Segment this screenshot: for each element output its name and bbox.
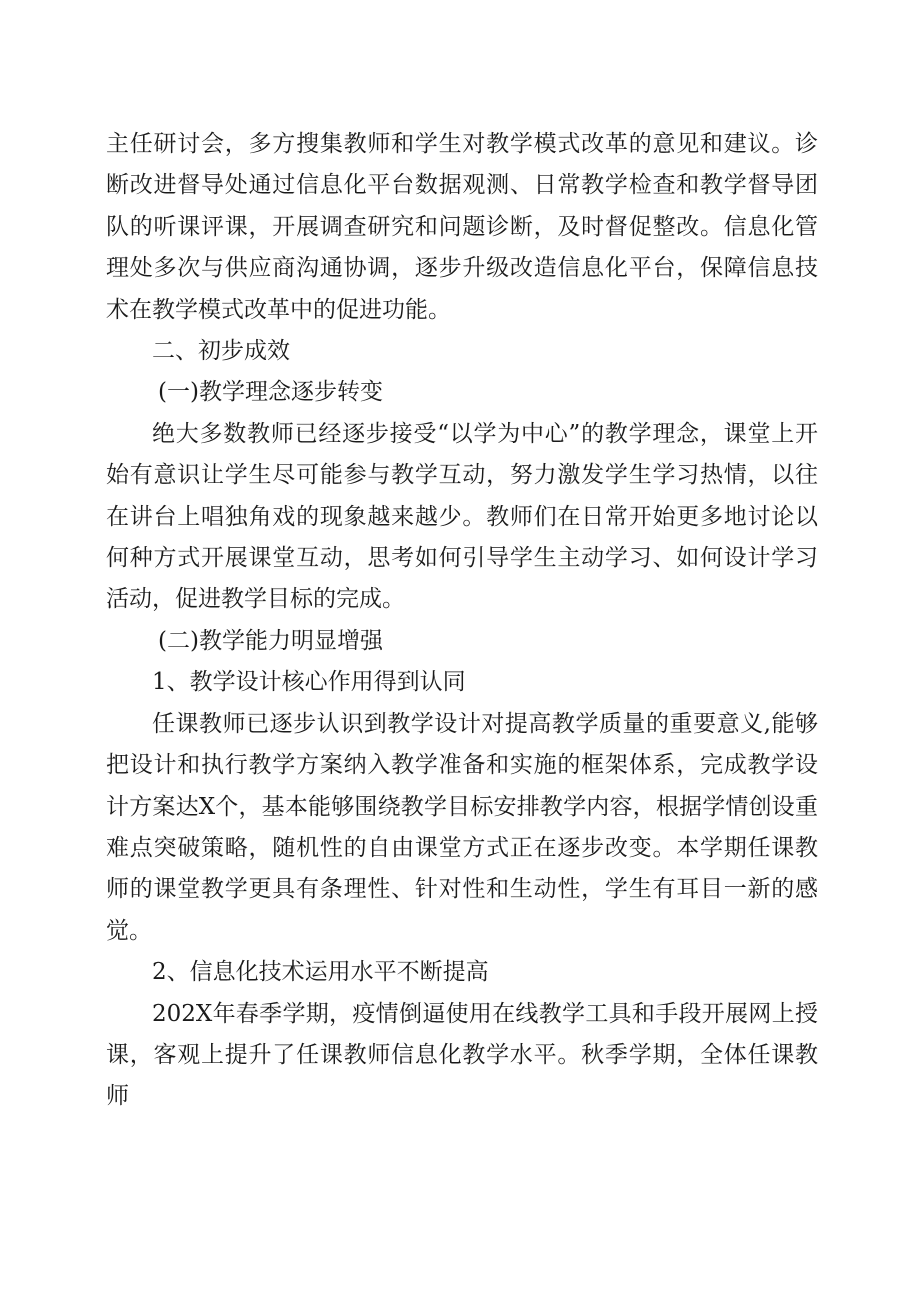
subheading-teaching-ability: (二)教学能力明显增强 xyxy=(158,627,383,654)
document-body xyxy=(106,124,818,1118)
section-heading-initial-results: 二、初步成效 xyxy=(152,338,290,365)
subheading-teaching-concept: (一)教学理念逐步转变 xyxy=(158,379,383,406)
item-heading-it-application: 2、信息化技术运用水平不断提高 xyxy=(152,959,489,986)
paragraph-it-application: 202X年春季学期，疫情倒逼使用在线教学工具和手段开展网上授课，客观上提升了任课教师信息化教学水平。秋季学期，全体任课教师 xyxy=(106,1000,818,1110)
paragraph-teaching-concept: 绝大多数教师已经逐步接受“以学为中心”的教学理念，课堂上开始有意识让学生尽可能参与教学互动，努力激发学生学习热情，以往在讲台上唱独角戏的现象越来越少。教师们在日常开始更多地讨论以何种方式开展课堂互动，思考如何引导学生主动学习、如何设计学习活动，促进教学目标的完成。 xyxy=(106,420,818,613)
paragraph-continuation: 主任研讨会，多方搜集教师和学生对教学模式改革的意见和建议。诊断改进督导处通过信息化平台数据观测、日常教学检查和教学督导团队的听课评课，开展调查研究和问题诊断，及时督促整改。信息化管理处多次与供应商沟通协调，逐步升级改造信息化平台，保障信息技术在教学模式改革中的促进功能。 xyxy=(106,131,818,323)
paragraph-teaching-design: 任课教师已逐步认识到教学设计对提高教学质量的重要意义,能够把设计和执行教学方案纳入教学准备和实施的框架体系，完成教学设计方案达X个，基本能够围绕教学目标安排教学内容，根据学情创设重难点突破策略，随机性的自由课堂方式正在逐步改变。本学期任课教师的课堂教学更具有条理性、针对性和生动性，学生有耳目一新的感觉。 xyxy=(106,710,818,944)
item-heading-teaching-design: 1、教学设计核心作用得到认同 xyxy=(152,669,466,696)
